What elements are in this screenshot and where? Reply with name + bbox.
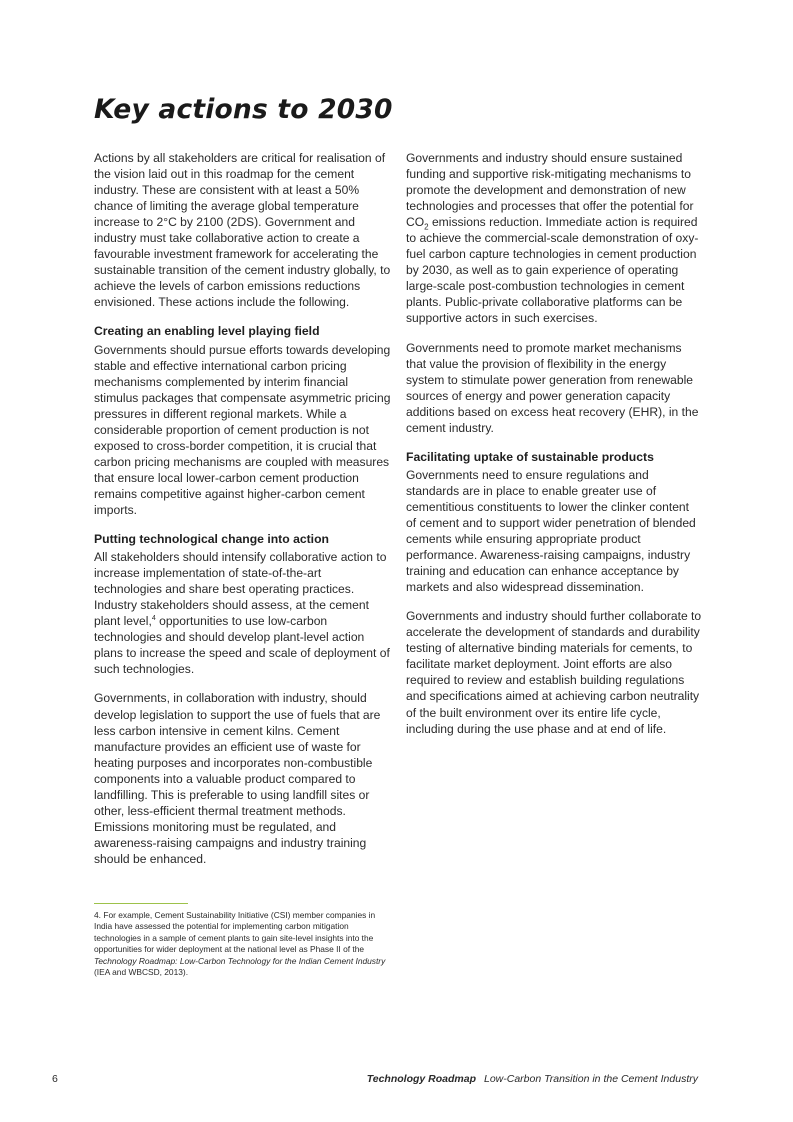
market-mechanisms-paragraph: Governments need to promote market mechanisms that value the provision of flexibility in the energy system to stimulate power generation from renewable sources of energy and power generation capacity additions based on excess heat recovery (EHR), in the cement industry. (406, 340, 699, 435)
co2-subscript: 2 (424, 222, 429, 232)
section-heading-level-playing-field: Creating an enabling level playing field (94, 324, 320, 339)
footnote-citation: (IEA and WBCSD, 2013). (94, 967, 189, 978)
page-number: 6 (52, 1073, 58, 1085)
sustainable-products-paragraph-1: Governments need to ensure regulations and standards are in place to enable greater use of cementitious constituents to lower the clinker content of cement and to support wider penetration of blended cements while ensuring appropriate product performance. Awareness-raising campaigns, industry training and education can enhance acceptance by markets and also widespread dissemination. (406, 467, 696, 595)
page-title: Key actions to 2030 (94, 94, 393, 125)
technological-change-paragraph-2: Governments, in collaboration with industry, should develop legislation to support the use of fuels that are less carbon intensive in cement kilns. Cement manufacture provides an efficient use of waste for heating purposes and incorporates non-combustible components into a valuable product compared to landfilling. This is preferable to using landfill sites or other, less-efficient thermal treatment methods. Emissions monitoring must be regulated, and awareness-raising campaigns and industry training should be enhanced. (94, 691, 381, 866)
level-playing-field-paragraph: Governments should pursue efforts towards developing stable and effective international carbon pricing mechanisms complemented by interim financial stimulus packages that compensate asymmetric pricing pressures in different regional markets. While a considerable proportion of cement production is not exposed to cross-border competition, it is crucial that carbon pricing mechanisms are coupled with measures that ensure local lower-carbon cement production remains competitive against higher-carbon cement imports. (94, 342, 391, 517)
footer-subtitle: Low-Carbon Transition in the Cement Industry (484, 1073, 698, 1085)
running-footer (367, 1073, 698, 1085)
footnote (94, 910, 386, 978)
section-heading-technological-change: Putting technological change into action (94, 532, 329, 547)
funding-text-part2: emissions reduction. Immediate action is required to achieve the commercial-scale demonstration of oxy-fuel carbon capture technologies in cement production by 2030, as well as to gain experience of operating large-scale post-combustion technologies in cement plants. Public-private collaborative platforms can be supportive actors in such exercises. (406, 215, 699, 326)
tech-change-text-part2: opportunities to use low-carbon technologies and should develop plant-level action plans to increase the speed and scale of deployment of such technologies. (94, 614, 390, 677)
funding-paragraph (406, 150, 702, 327)
section-heading-sustainable-products: Facilitating uptake of sustainable products (406, 449, 654, 464)
funding-text-part1: Governments and industry should ensure sustained funding and supportive risk-mitigating mechanisms to promote the development and demonstration of new technologies and processes that offer the potential for CO (406, 151, 694, 230)
sustainable-products-paragraph-2: Governments and industry should further collaborate to accelerate the development of standards and durability testing of alternative binding materials for cements, to facilitate market deployment. Joint efforts are also required to review and establish building regulations and specifications aimed at achieving carbon neutrality of the built environment over its entire life cycle, including during the use phase and at end of life. (406, 609, 702, 736)
footnote-publication-title: Technology Roadmap: Low-Carbon Technology for the Indian Cement Industry (94, 955, 386, 966)
footnote-reference[interactable]: 4 (151, 615, 156, 623)
footnote-divider (94, 903, 188, 904)
footnote-marker: 4. (94, 910, 101, 920)
right-column (406, 150, 702, 750)
intro-paragraph: Actions by all stakeholders are critical for realisation of the vision laid out in this roadmap for the cement industry. These are consistent with at least a 50% chance of limiting the average global temperature increase to 2°C by 2100 (2DS). Government and industry must take collaborative action to create a favourable investment framework for accelerating the sustainable transition of the cement industry globally, to achieve the levels of carbon emissions reductions envisioned. These actions include the following. (94, 151, 391, 310)
footer-series-title: Technology Roadmap (366, 1073, 476, 1085)
tech-change-text-part1: All stakeholders should intensify collaborative action to increase implementation of state-of-the-art technologies and share best operating practices. Industry stakeholders should assess, at the cement plant level, (94, 550, 387, 629)
technological-change-paragraph-1 (94, 549, 392, 677)
left-column (94, 150, 392, 880)
footnote-text: For example, Cement Sustainability Initiative (CSI) member companies in India have assessed the potential for implementing carbon mitigation technologies in a sample of cement plants to gain site-level insights into the opportunities for wider deployment at the national level as Phase II of the (94, 910, 376, 955)
